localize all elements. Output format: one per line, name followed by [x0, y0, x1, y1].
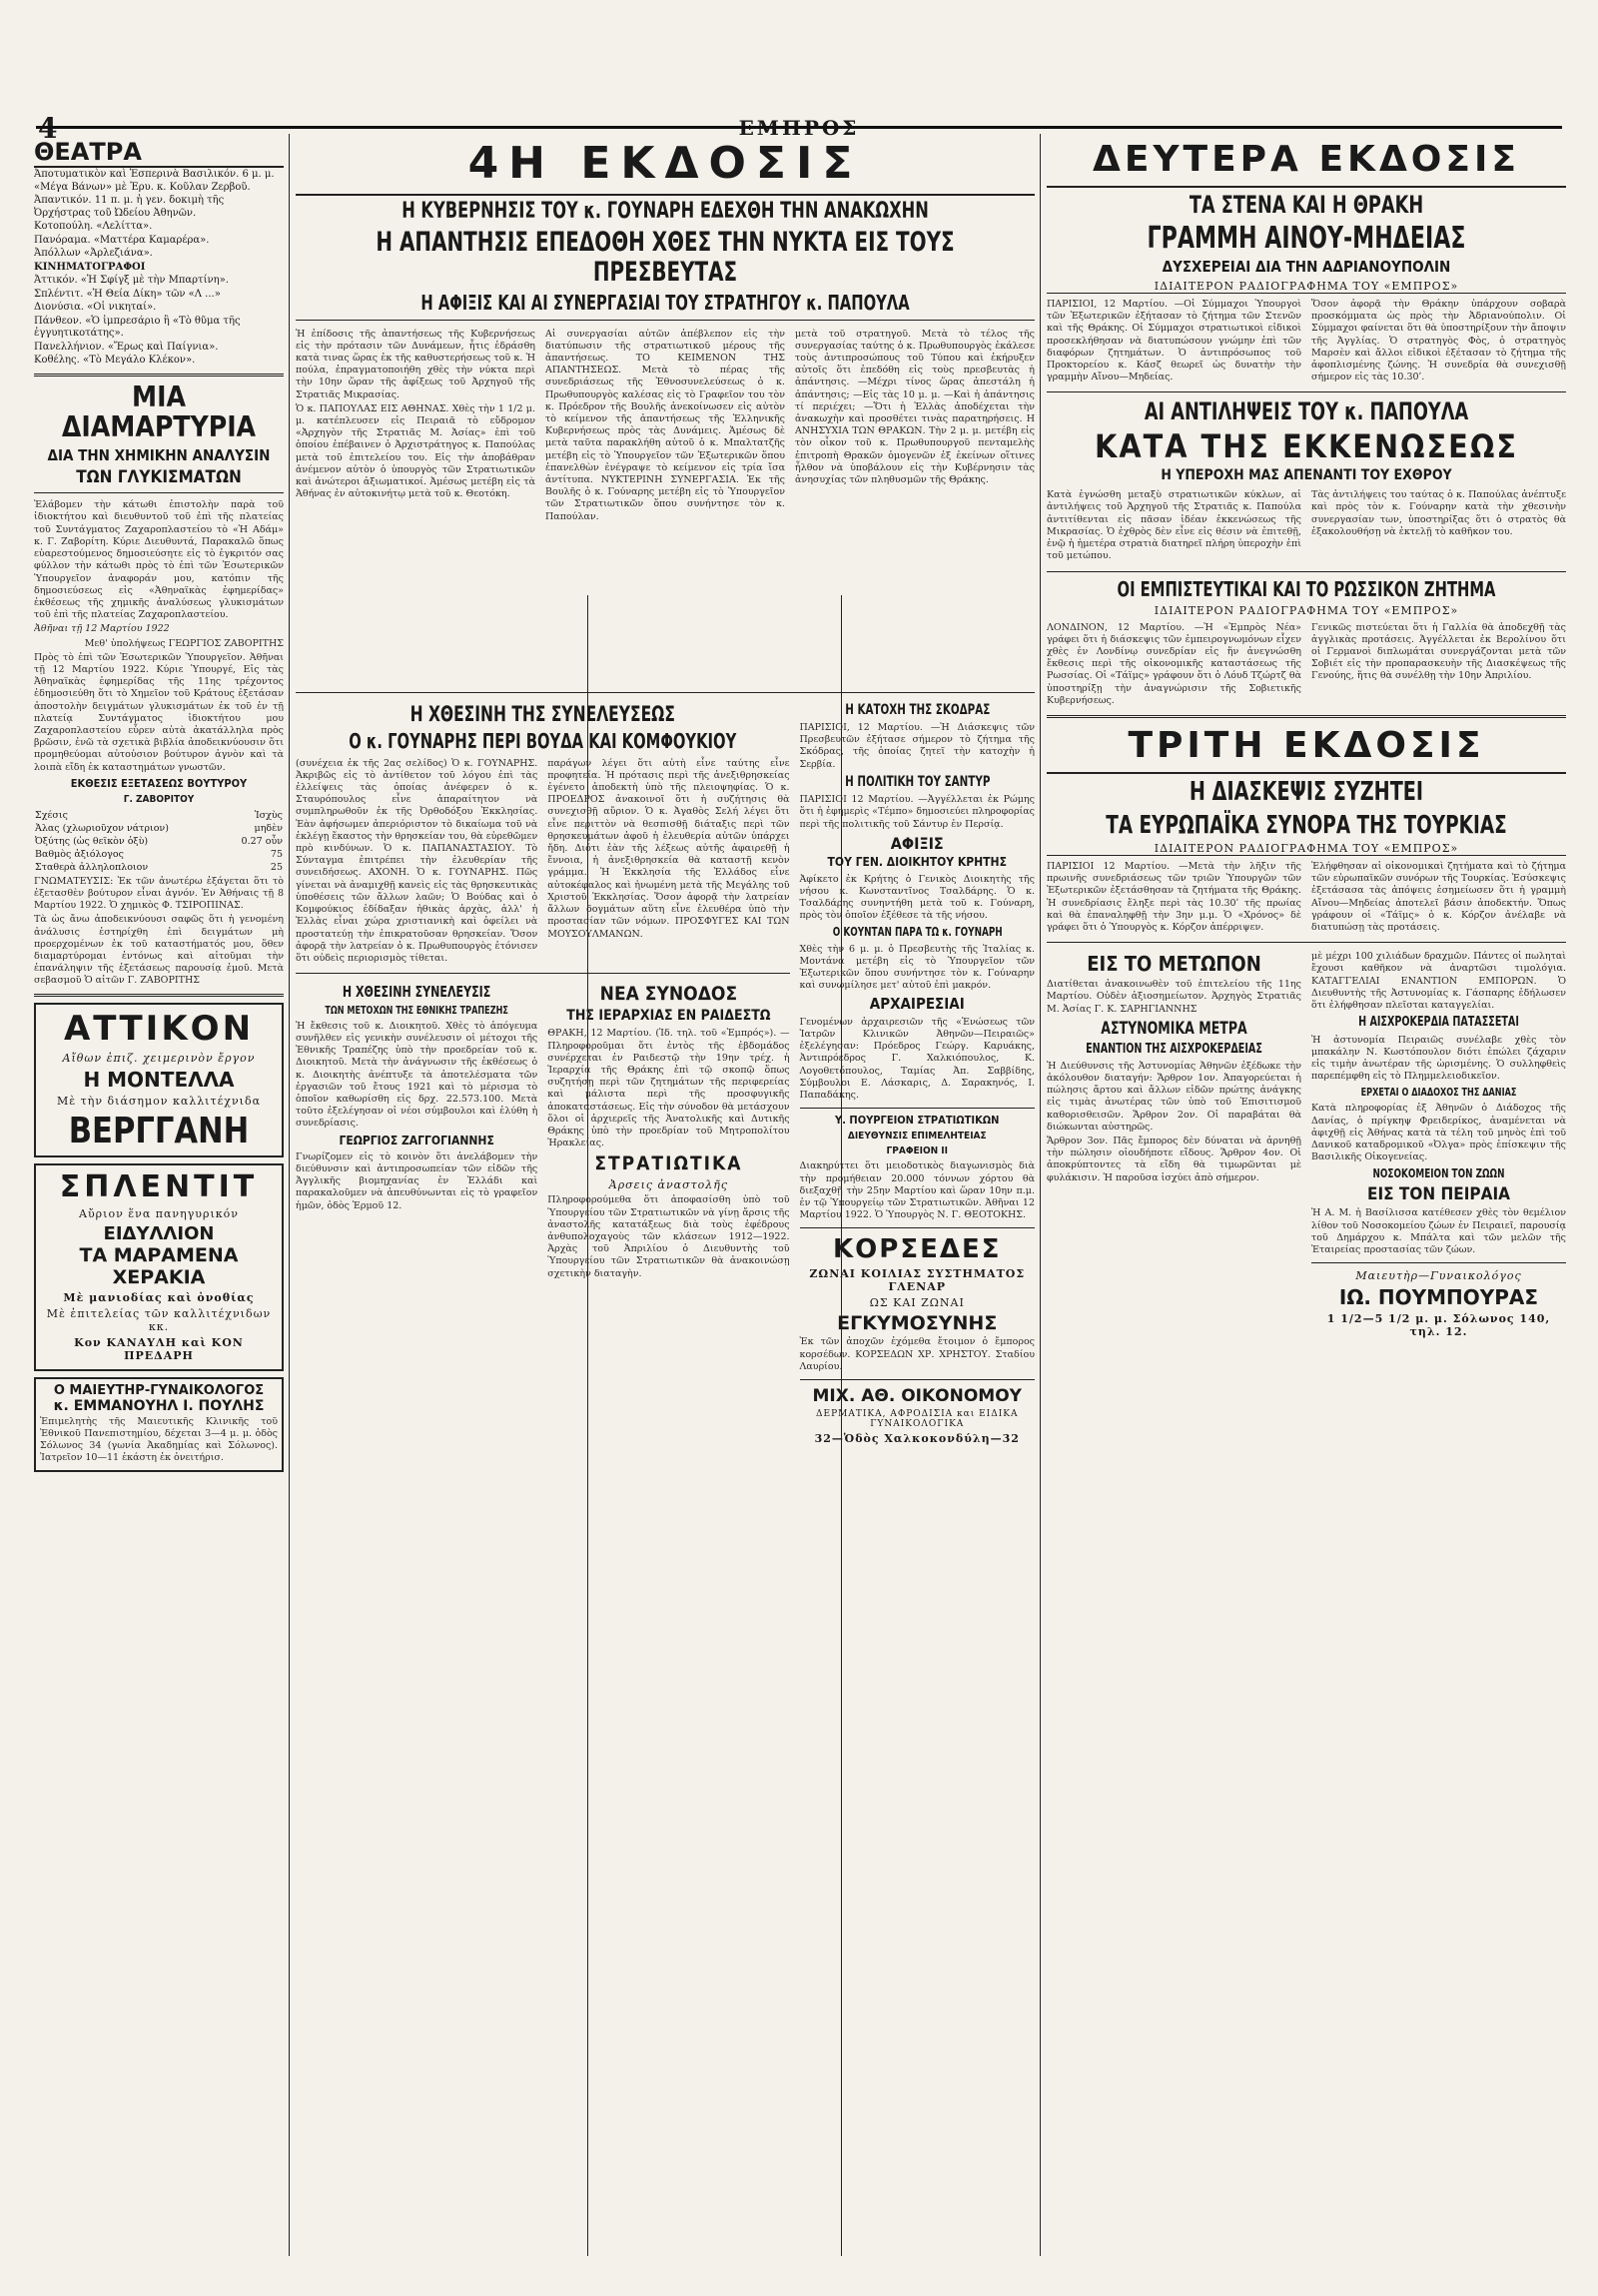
ad-line: ΩΣ ΚΑΙ ΖΩΝΑΙ — [869, 1296, 965, 1310]
article-column — [547, 756, 789, 967]
article-subheadline: ΤΟΥ ΓΕΝ. ΔΙΟΙΚΗΤΟΥ ΚΡΗΤΗΣ — [827, 855, 1007, 870]
attikon-ad — [34, 1003, 284, 1157]
ad-line: Μὲ μανιοδίας καὶ ὀνοθίας — [63, 1290, 255, 1304]
article-body: Διατίθεται ἀνακοινωθὲν τοῦ ἐπιτελείου τῆς 11ης Μαρτίου. Οὐδὲν ἀξιοσημείωτον. Ἀρχηγὸς Στρατιᾶς Μ. Ἀσίας Γ. Κ. ΣΑΡΗΓΙΑΝΝΗΣ — [1047, 979, 1301, 1015]
divider — [34, 994, 284, 997]
protest-headline: ΜΙΑ ΔΙΑΜΑΡΤΥΡΙΑ — [61, 380, 257, 444]
divider — [296, 320, 1035, 321]
article-body: μὲ μέχρι 100 χιλιάδων δραχμῶν. Πάντες οἱ πωληταὶ ἔχουσι καθῆκον νὰ ἀναρτῶσι τιμολόγια. ΚΑΤΑΓΓΕΛΙΑΙ ΕΝΑΝΤΙΟΝ ΕΜΠΟΡΩΝ. Ὁ Διευθυντὴς τῆς Ἀστυνομίας κ. Γάσπαρης ἐδήλωσεν ὅτι ἐλήφθησαν πλεῖσται καταγγελίαι. — [1311, 951, 1566, 1012]
theatre-line: Πανελλήνιον. «Ἔρως καὶ Παίγνια». — [34, 341, 219, 353]
divider — [1047, 942, 1566, 943]
article-column — [1311, 620, 1566, 709]
synod-article — [547, 980, 789, 1282]
table-cell: Ἀλας (χλωριοῦχον νάτριον) — [35, 822, 169, 834]
article-columns — [1047, 859, 1566, 936]
article-headline: ΑΣΤΥΝΟΜΙΚΑ ΜΕΤΡΑ — [1101, 1018, 1247, 1039]
article-body: Ἐλάβομεν τὴν κάτωθι ἐπιστολὴν παρὰ τοῦ ἰδιοκτήτου καὶ διευθυντοῦ τοῦ ἐπὶ τῆς πλατείας τοῦ Συντάγματος Ζαχαροπλαστείου τὸ «Ἡ Αδάμ» κ. Γ. Ζαβορίτη. Κύριε Διευθυντά, Παρακαλῶ ὅπως εὐαρεστούμενος δημοσιεύσητε εἰς τὸ ἐγκριτόν σας φύλλον τὴν κάτωθι πρὸς τὸ ἐπὶ τῶν Ἐσωτερικῶν Ὑπουργεῖον ἀναφοράν μου, κατόπιν τῆς δημοσιεύσεως εἰς «Ἀθηναϊκὰς ἐφημερίδας» ἐκθέσεως τῆς χημικῆς ἀναλύσεως γλυκισμάτων τοῦ ἐπὶ τῆς πλατείας Ζαχαροπλαστείου. — [34, 499, 284, 621]
protest-subheadline: ΔΙΑ ΤΗΝ ΧΗΜΙΚΗΝ ΑΝΑΛΥΣΙΝ — [47, 446, 271, 465]
edition-banner: ΤΡΙΤΗ ΕΚΔΟΣΙΣ — [1047, 724, 1566, 774]
film-title: ΕΙΔΥΛΛΙΟΝ — [103, 1222, 215, 1244]
article-headline: Η ΑΙΣΧΡΟΚΕΡΔΙΑ ΠΑΤΑΣΣΕΤΑΙ — [1358, 1015, 1519, 1031]
article-body: Τὰ ὡς ἄνω ἀποδεικνύουσι σαφῶς ὅτι ἡ γενομένη ἀνάλυσις ἐστηρίχθη ἐπὶ δειγμάτων μὴ προερχομένων ἐκ τοῦ καταστήματός μου, ὅθεν διαμαρτύρομαι ἐντόνως καὶ αἰτοῦμαι τὴν ἐπανάληψιν τῆς ἐξετάσεως παρουσίᾳ ἐμοῦ. Μετὰ σεβασμοῦ Ὁ αἰτῶν Γ. ΖΑΒΟΡΙΤΗΣ — [34, 914, 284, 987]
main-headline: Η ΚΥΒΕΡΝΗΣΙΣ ΤΟΥ κ. ΓΟΥΝΑΡΗ ΕΔΕΧΘΗ ΤΗΝ ΑΝΑΚΩΧΗΝ — [401, 199, 929, 224]
article-columns — [1047, 297, 1566, 385]
article-headline: ΤΑ ΣΤΕΝΑ ΚΑΙ Η ΘΡΑΚΗ — [1189, 191, 1424, 219]
header-rule — [36, 126, 1562, 129]
article-body: Πληροφορούμεθα ὅτι ἀποφασίσθη ὑπὸ τοῦ Ὑπουργείου τῶν Στρατιωτικῶν νὰ γίνῃ ἄρσις τῆς ἀναστολῆς κατατάξεως διὰ τοὺς ἐφέδρους ἀνθυπολοχαγοὺς τῶν κλάσεων 1912—1922. Ἀρχὰς τοῦ Ἀπριλίου ὁ Διευθυντὴς τοῦ Ὑπουργείου τῶν Στρατιωτικῶν θὰ ἀνακοινώσῃ σχετικὴν διαταγὴν. — [547, 1194, 790, 1279]
vouda-article — [296, 699, 790, 1448]
column-divider — [289, 134, 290, 2256]
doctor-ad — [34, 1377, 284, 1473]
article-headline: ΑΡΧΑΙΡΕΣΙΑΙ — [869, 995, 965, 1014]
theatre-line: ΚΙΝΗΜΑΤΟΓΡΑΦΟΙ — [34, 261, 146, 273]
divider — [800, 1379, 1035, 1380]
doctor-name: ΙΩ. ΠΟΥΜΠΟΥΡΑΣ — [1338, 1285, 1539, 1310]
article-headline: Η ΧΘΕΣΙΝΗ ΣΥΝΕΛΕΥΣΙΣ — [342, 983, 491, 1002]
article-body: Τὰς ἀντιλήψεις του ταύτας ὁ κ. Παπούλας ἀνέπτυξε καὶ πρὸς τὸν κ. Γούναρην κατὰ τὴν χθεσινὴν συνεργασίαν των, ὑποστηρίξας ὅτι ὁ στρατὸς θὰ ἐξακολουθήσῃ νὰ ἐκτελῇ τὸ καθῆκον του. — [1311, 489, 1566, 537]
star-name: ΒΕΡΓΓΑΝΗ — [68, 1110, 250, 1151]
theatre-listings — [34, 169, 284, 368]
article-column — [1047, 949, 1301, 1341]
theatre-line: Κοτοπούλη. «Λελίττα». — [34, 221, 153, 232]
cinema-name: ΣΠΛΕΝΤΙΤ — [59, 1168, 259, 1204]
article-headline: ΚΑΤΑ ΤΗΣ ΕΚΚΕΝΩΣΕΩΣ — [1095, 426, 1518, 465]
notice-body: Διακηρύττει ὅτι μειοδοτικὸς διαγωνισμὸς διὰ τὴν προμήθειαν 20.000 τόννων χόρτου θὰ διεξαχθῇ τὴν 25ην Μαρτίου καὶ ὥραν 10ην π.μ. ἐν τῷ Ὑπουργείῳ τῶν Στρατιωτικῶν. Ἀθῆναι 12 Μαρτίου 1922. Ὁ Ὑπουργὸς Ν. Γ. ΘΕΟΤΟΚΗΣ. — [799, 1160, 1035, 1221]
article-column — [1311, 859, 1566, 936]
theatre-line: Κοθέλης. «Τὸ Μεγάλο Κλέκον». — [34, 355, 196, 366]
article-column — [1047, 297, 1301, 385]
article-headline: ΣΤΡΑΤΙΩΤΙΚΑ — [594, 1152, 743, 1175]
article-body: ΠΑΡΙΣΙΟΙ 12 Μαρτίου. —Ἀγγέλλεται ἐκ Ρώμης ὅτι ἡ ἐφημερὶς «Τέμπο» δημοσιεύει πληροφορίας περὶ τῆς πολιτικῆς τοῦ Σάντυρ ἐν Περσίᾳ. — [799, 794, 1035, 830]
article-headline: ΑΦΙΞΙΣ — [890, 833, 944, 853]
article-headline: ΕΙΣ ΤΟ ΜΕΤΩΠΟΝ — [1087, 952, 1261, 977]
article-body: Γενικῶς πιστεύεται ὅτι ἡ Γαλλία θὰ ἀποδεχθῇ τὰς ἀγγλικὰς προτάσεις. Ἀγγέλλεται ἐκ Βερολίνου ὅτι οἱ Γερμανοὶ διπλωμάται συνεργάζονται μετὰ τῶν Σοβιέτ εἰς τὴν προπαρασκευὴν τῆς Διασκέψεως τῆς Γενούης, ἥτις θὰ συνέλθῃ τὴν 10ην Ἀπριλίου. — [1311, 621, 1566, 682]
article-body: Ὅσον ἀφορᾷ τὴν Θράκην ὑπάρχουν σοβαρὰ προσκόμματα ὡς πρὸς τὴν Ἀδριανούπολιν. Οἱ Σύμμαχοι φαίνεται ὅτι θὰ ὑποστηρίξουν τὴν ἄποψιν τῆς Ἀγγλίας. Ὁ στρατηγὸς Φὸς, ὁ στρατηγὸς Μαρσὲν καὶ ἄλλοι εἰδικοὶ ἐξέτασαν τὸ ζήτημα τῆς ἀφοπλισμένης ζώνης. Ἡ συνεδρία θὰ συνεχισθῇ σήμερον εἰς τὰς 10.30ʹ. — [1311, 298, 1566, 383]
article-headline: Η ΧΘΕΣΙΝΗ ΤΗΣ ΣΥΝΕΛΕΥΣΕΩΣ — [409, 701, 675, 726]
table-cell: Βαθμὸς ἀξιόλογος — [35, 848, 124, 860]
ad-line: Μαιευτὴρ—Γυναικολόγος — [1355, 1269, 1522, 1283]
article-body: ΠΑΡΙΣΙΟΙ, 12 Μαρτίου. —Ἡ Διάσκεψις τῶν Πρεσβευτῶν ἐξήτασε σήμερον τὸ ζήτημα τῆς Σκόδρας, τῆς ὁποίας ζητεῖ τὴν κατοχὴν ἡ Σερβία. — [799, 721, 1035, 770]
table-cell: Σταθερὰ ἀλληλοπλοιον — [35, 861, 149, 873]
edition-banner: ΔΕΥΤΕΡΑ ΕΚΔΟΣΙΣ — [1047, 138, 1566, 188]
analysis-table — [34, 809, 284, 874]
article-column — [1311, 297, 1566, 385]
article-headline: Η ΚΑΤΟΧΗ ΤΗΣ ΣΚΟΔΡΑΣ — [844, 701, 990, 718]
article-body: Ἡ ἀστυνομία Πειραιῶς συνέλαβε χθὲς τὸν μπακάλην Ν. Κωστόπουλον διότι ἐπώλει ζάχαριν εἰς τιμὴν ἀνωτέραν τῆς ὡρισμένης. Ὁ συλληφθεὶς παρεπέμφθη εἰς τὸ Πλημμελειοδικεῖον. — [1311, 1034, 1566, 1083]
article-body: ΛΟΝΔΙΝΟΝ, 12 Μαρτίου. —Ἡ «Ἐμπρὸς Νέα» γράφει ὅτι ἡ διάσκεψις τῶν ἐμπειρογνωμόνων εἶχεν χθὲς ἐν Λονδίνῳ συνεδρίαν εἰς ἥν ἀνεγνώσθη ἔκθεσις περὶ τῆς οἰκονομικῆς καταστάσεως τῆς Ρωσσίας. Οἱ «Τάϊμς» γράφουν ὅτι ὁ Λόυδ Τζώρτζ θὰ ὑποστηρίξῃ τὴν ἀναγνώρισιν τῆς Σοβιετικῆς Κυβερνήσεως. — [1047, 621, 1301, 706]
divider — [1047, 571, 1566, 572]
ad-line: Μὲ τὴν διάσημον καλλιτέχνιδα — [57, 1094, 261, 1108]
article-headline: Η ΠΟΛΙΤΙΚΗ ΤΟΥ ΣΑΝΤΥΡ — [844, 773, 990, 790]
article-column — [1311, 949, 1566, 1341]
article-body: Ἄρθρον 3ον. Πᾶς ἔμπορος δὲν δύναται νὰ ἀρνηθῇ τὴν πώλησιν οἱουδήποτε εἴδους. Ἄρθρον 4ον. Οἱ ἀποκρύπτοντες τὰ εἴδη θὰ τιμωρῶνται μὲ φυλάκισιν. Ἡ παροῦσα ἰσχύει ἀπὸ σήμερον. — [1047, 1136, 1301, 1183]
article-headline: ΑΙ ΑΝΤΙΛΗΨΕΙΣ ΤΟΥ κ. ΠΑΠΟΥΛΑ — [1144, 397, 1469, 426]
ad-line: ΔΕΡΜΑΤΙΚΑ, ΑΦΡΟΔΙΣΙΑ και ΕΙΔΙΚΑ ΓΥΝΑΙΚΟΛΟΓΙΚΑ — [816, 1409, 1019, 1429]
article-body: Κατὰ ἐγνώσθη μεταξὺ στρατιωτικῶν κύκλων, αἱ ἀντιλήψεις τοῦ Ἀρχηγοῦ τῆς Στρατιᾶς κ. Παπούλα ἀντιτίθενται εἰς πᾶσαν ἰδέαν ἐκκενώσεως τῆς Μικρασίας. Ὁ ἐχθρὸς δὲν εἶνε εἰς θέσιν νὰ ἐπιτεθῇ, ἐνῷ ἡ ἡμετέρα στρατιὰ διατηρεῖ πλήρη ὑπεροχὴν ἐπὶ τοῦ μετώπου. — [1047, 489, 1301, 562]
article-body: Ἀφίκετο ἐκ Κρήτης ὁ Γενικὸς Διοικητὴς τῆς νήσου κ. Κωνσταντῖνος Τσαλδάρης. Ὁ κ. Τσαλδάρης συνηντήθη μετὰ τοῦ κ. Γούναρη, πρὸς τὸν ὁποῖον ἐξέθεσε τὰ τῆς νήσου. — [799, 873, 1035, 922]
article-headline: ΝΕΑ ΣΥΝΟΔΟΣ — [599, 983, 738, 1006]
article-columns — [296, 756, 790, 967]
byline: ΙΔΙΑΙΤΕΡΟΝ ΡΑΔΙΟΓΡΑΦΗΜΑ ΤΟΥ «ΕΜΠΡΟΣ» — [1154, 603, 1459, 617]
table-row — [34, 848, 284, 861]
article-body: Ἡ ἐπίδοσις τῆς ἀπαντήσεως τῆς Κυβερνήσεως εἰς τὴν πρότασιν τῶν Δυνάμεων, ἧτις ἐδράσθη κατὰ τινας ὥρας ἐκ τῆς καθυστερήσεως τοῦ κ. Ἡ πούλα, ἐπραγματοποιήθη χθὲς τὴν νύκτα περὶ τὴν 10ην ὥραν τῆς ἀφίξεως τοῦ Ἀρχηγοῦ τῆς Στρατιᾶς Μικρασίας. — [296, 328, 535, 400]
article-body: Ἐλήφθησαν αἱ οἰκονομικαὶ ζητήματα καὶ τὸ ζήτημα τῶν εὐρωπαϊκῶν συνόρων τῆς Τουρκίας. Ἐσύσκεψις ἐξετάσασα τὰς ἀπόψεις ἐσημείωσεν ὅτι ἡ γραμμὴ Αἴνου—Μηδείας ἀποτελεῖ βάσιν ἀποδεκτήν. Ὅπως γράφουν οἱ «Τάϊμς» ὁ κ. Κόρζον ἀνέλαβε νὰ διατυπώσῃ τὰς προτάσεις. — [1311, 861, 1566, 934]
article-subheadline: ΤΩΝ ΜΕΤΟΧΩΝ ΤΗΣ ΕΘΝΙΚΗΣ ΤΡΑΠΕΖΗΣ — [325, 1003, 508, 1017]
table-cell: 0.27 οὖν — [241, 835, 283, 847]
ad-line: Μὲ ἐπιτελείας τῶν καλλιτέχνιδων κκ. — [46, 1306, 272, 1333]
corsets-ad-title: ΚΟΡΣΕΔΕΣ — [833, 1234, 1002, 1265]
article-column — [296, 327, 535, 686]
bank-article — [296, 980, 537, 1282]
article-body: μετὰ τοῦ στρατηγοῦ. Μετὰ τὸ τέλος τῆς συνεργασίας ταύτης ὁ κ. Πρωθυπουργὸς ἐκάλεσε τοὺς ἀντιπροσώπους τοῦ Τύπου καὶ ἐκήρυξεν αὐτοῖς ὅτι ἐπεδόθη εἰς τοὺς πρεσβευτὰς ἡ ἀπάντησις. —Μέχρι τίνος ὥρας ἀπεστάλη ἡ ἀπάντησις; —Εἰς τὰς 10 μ. μ. —Καὶ ἡ ἀπάντησις τί περιέχει; —Ὅτι ἡ Ἑλλὰς ἀποδέχεται τὴν ἀνακωχὴν καὶ προσθέτει τινὰς παρατηρήσεις. Η ΑΝΗΣΥΧΙΑ ΤΩΝ ΘΡΑΚΩΝ. Τὴν 2 μ. μ. μετέβη εἰς τὸν οἶκον τοῦ κ. Πρωθυπουργοῦ πενταμελὴς ἐπιτροπὴ Θρακῶν ὁμογενῶν ἐξ ἐκείνων οἵτινες ἦλθον νὰ ὑποβάλουν εἰς τὴν Κυβέρνησιν τὰς ἀνησυχίας τῶν πληθυσμῶν τῆς Θράκης. — [795, 328, 1035, 485]
table-cell: Ἰσχὺς — [254, 809, 283, 821]
article-body: Πρὸς τὸ ἐπὶ τῶν Ἐσωτερικῶν Ὑπουργεῖον. Ἀθῆναι τῇ 12 Μαρτίου 1922. Κύριε Ὑπουργέ, Εἰς τὰς Ἀθηναϊκὰς ἐφημερίδας τῆς 11ης τρέχοντος ἐδημοσιεύθη ὅτι τὸ Χημεῖον τοῦ Κράτους ἐξετάσαν ἀποστολὴν δειγμάτων γλυκισμάτων ἐκ τοῦ ἐν τῇ πλατείᾳ Συντάγματος ἰδιοκτήτου μου Ζαχαροπλαστείου εὗρεν αὐτὰ ἀκατάλληλα πρὸς βρῶσιν, ἐνῶ τὰ σχετικὰ βιβλία ἀποδεικνύουσιν ὅτι προμηθεύομαι αὐτοὐσιον βούτυρον ἀγνὸν καὶ τὰ λοιπὰ εἴδη ἐκ καταστημάτων γνωστῶν. — [34, 651, 284, 773]
left-column — [34, 138, 284, 2256]
article-body: ΠΑΡΙΣΙΟΙ 12 Μαρτίου. —Μετὰ τὴν λῆξιν τῆς πρωινῆς συνεδριάσεως τῶν τριῶν Ὑπουργῶν τῶν Ἐξωτερικῶν ἐξετάσθησαν τὰ ζητήματα τῆς Θράκης. Ἡ συνεδρίασις ἔληξε περὶ τὰς 10.30ʹ τῆς πρωίας καὶ θὰ ἐπαναληφθῇ τὴν 3ην μ.μ. Ὁ «Χρόνος» δὲ γράφει ὅτι ὁ Ὑπουργὸς κ. Κόρζον ἀπέρριψεν. — [1047, 861, 1301, 934]
column-divider — [1040, 134, 1041, 2256]
divider — [296, 973, 790, 974]
article-headline: ΝΟΣΟΚΟΜΕΙΟΝ ΤΟΝ ΖΩΩΝ — [1372, 1166, 1505, 1181]
article-body: Ἡ ἔκθεσις τοῦ κ. Διοικητοῦ. Χθὲς τὸ ἀπόγευμα συνῆλθεν εἰς γενικὴν συνέλευσιν οἱ μέτοχοι τῆς Ἐθνικῆς Τραπέζης ὑπὸ τὴν προεδρείαν τοῦ κ. Διοικητοῦ. Μετὰ τὴν ἀνάγνωσιν τῆς ἐκθέσεως ὁ κ. Διοικητὴς ἀνέπτυξε τὰ ἀποτελέσματα τῶν ἐργασιῶν τοῦ ἔτους 1921 καὶ τὸ μέρισμα τὸ ὁποῖον καθωρίσθη εἰς δρχ. 22.573.100. Μετὰ τοῦτο ἐξελέγησαν οἱ νέοι σύμβουλοι καὶ ἐλύθη ἡ συνεδρίασις. — [296, 1020, 538, 1130]
lower-center — [296, 699, 1035, 1448]
notice-subheading: ΓΡΑΦΕΙΟΝ II — [886, 1146, 948, 1157]
lead-article — [296, 327, 1035, 686]
article-body: (συνέχεια ἐκ τῆς 2ας σελίδος) Ὁ κ. ΓΟΥΝΑΡΗΣ. Ἀκριβῶς εἰς τὸ ἀντίθετον τοῦ λόγου ἐπὶ τὰς ἐλλείψεις τὰς ὁποίας ἀνέφερεν ὁ κ. Σταυρόπουλος εἶνε ἀπαραίτητον νὰ συμπληρωθοῦν ἐκ τῆς Ὀρθοδόξου Ἐκκλησίας. Ἐὰν ἀφήσωμεν ἀπεριόριστον τὸ δικαίωμα τοῦ νὰ ἐκλέγῃ ἕκαστος τὴν θρησκείαν του, θὰ εὑρεθῶμεν πρὸ κινδύνων. Ὁ κ. ΠΑΠΑΝΑΣΤΑΣΙΟΥ. Τὸ Σύνταγμα ἐπιτρέπει τὴν ἐλευθερίαν τῆς συνειδήσεως. ΑΧΟΝΗ. Ὁ κ. ΓΟΥΝΑΡΗΣ. Πῶς γίνεται νὰ ἀναμιχθῇ κανεὶς εἰς τὰς θρησκευτικὰς ὑποθέσεις τῶν ἄλλων λαῶν; Ὁ Βούδας καὶ ὁ Κομφούκιος ἐδίδαξαν ἠθικὰς ἀρχὰς, ἀλλ' ἡ Ἑλλὰς εἶναι χώρα χριστιανικὴ καὶ ὀφείλει νὰ προστατεύῃ τὴν ἐπικρατοῦσαν θρησκείαν. Ὅσον ἀφορᾷ τὴν λατρείαν ὁ κ. Πρωθυπουργὸς ἐτόνισεν ὅτι οὐδεὶς περιορισμὸς τίθεται. — [296, 757, 538, 964]
byline: ΙΔΙΑΙΤΕΡΟΝ ΡΑΔΙΟΓΡΑΦΗΜΑ ΤΟΥ «ΕΜΠΡΟΣ» — [1047, 280, 1566, 294]
ad-line: Αὔριον ἕνα πανηγυρικόν — [79, 1206, 239, 1220]
article-subheadline: ΔΥΣΧΕΡΕΙΑΙ ΔΙΑ ΤΗΝ ΑΔΡΙΑΝΟΥΠΟΛΙΝ — [1162, 258, 1451, 277]
article-body: παράγων λέγει ὅτι αὐτὴ εἶνε ταύτης εἶνε προφητεία. Ἡ πρότασις περὶ τῆς ἀνεξιθρησκείας ἐγένετο ἀποδεκτὴ ὑπὸ τῆς πλειοψηφίας. Ὁ κ. ΠΡΟΕΔΡΟΣ ἀνακοινοῖ ὅτι ἡ συζήτησις θὰ συνεχισθῇ αὔριον. Ὁ κ. Ἀγαθὸς Σελή λέγει ὅτι εἶνε περιττὸν νὰ θεσπισθῇ διάταξις περὶ τῶν θρησκευμάτων ἀφοῦ ἡ ἐλευθερία αὐτῶν ὑπάρχει ἤδη. Διότι ἐὰν τῆς λέξεως αὐτῆς ἀφαιρεθῇ ἡ ἔννοια, ἡ ἀνεξιθρησκεία θὰ καταστῇ κενὸν γράμμα. Ἡ Ἐκκλησία τῆς Ἑλλάδος εἶνε αὐτοκέφαλος καὶ ἡνωμένη μετὰ τῆς Μεγάλης τοῦ Χριστοῦ Ἐκκλησίας. Ὅσον ἀφορᾷ τὴν λατρείαν ἄλλων δογμάτων αὕτη εἶνε ἐλευθέρα ὑπὸ τὴν προστασίαν τῶν νόμων. ΠΡΟΣΦΥΓΕΣ ΚΑΙ ΤΩΝ ΜΟΥΣΟΥΛΜΑΝΩΝ. — [547, 757, 790, 940]
divider — [1047, 391, 1566, 392]
article-body: ΠΑΡΙΣΙΟΙ, 12 Μαρτίου. —Οἱ Σύμμαχοι Ὑπουργοὶ τῶν Ἐξωτερικῶν ἐξήτασαν τὸ ζήτημα τῶν Στενῶν καὶ τῆς Θράκης. Οἱ Σύμμαχοι στρατιωτικοὶ εἰδικοὶ προσεκλήθησαν νὰ διατυπώσουν γνώμην ἐπὶ τῶν διαφόρων ζητημάτων. Ὁ ἀντιπρόσωπος τοῦ Προκτορείου κ. Κάσζ θεωρεῖ ὡς δυνατὴν τὴν γραμμὴν Αἴνου—Μηδείας. — [1047, 298, 1301, 383]
ad-line: Κον ΚΑΝΑΥΛΗ καὶ ΚΟΝ ΠΡΕΔΑΡΗ — [74, 1335, 244, 1362]
article-column — [296, 756, 537, 967]
article-body: Ἡ Διεύθυνσις τῆς Ἀστυνομίας Ἀθηνῶν ἐξέδωκε τὴν ἀκόλουθον διαταγήν: Ἄρθρον 1ον. Ἀπαγορεύεται ἡ πώλησις ἄρτου καὶ ἄλλων εἰδῶν πρώτης ἀνάγκης εἰς τιμὰς ἀνωτέρας τῶν ὑπὸ τοῦ Ἐπισιτισμοῦ καθορισθεισῶν. Ἄρθρον 2ον. Οἱ παραβάται θὰ διώκωνται αὐστηρῶς. — [1047, 1060, 1301, 1133]
article-column — [545, 327, 785, 686]
ad-text: Ἐκ τῶν ἀποχῶν ἐχόμεθα ἔτοιμον ὁ ἔμπορος κορσέδων. ΚΟΡΣΕΔΩΝ ΧΡ. ΧΡΗΣΤΟΥ. Σταδίου Λαυρίου. — [799, 1336, 1035, 1372]
article-body: Χθὲς τὴν 6 μ. μ. ὁ Πρεσβευτὴς τῆς Ἰταλίας κ. Μοντάνα μετέβη εἰς τὸ Ὑπουργεῖον τῶν Ἐξωτερικῶν ὅπου συνήντησε τὸν κ. Γούναρην καὶ συνωμίλησε μετ' αὐτοῦ ἐπὶ μακρόν. — [799, 943, 1035, 992]
theatre-line: Σπλέντιτ. «Ἡ Θεία Δίκη» τῶν «Λ ...» — [34, 288, 221, 300]
page-number: 4 — [38, 112, 58, 145]
article-body: Αἱ συνεργασίαι αὐτῶν ἀπέβλεπον εἰς τὴν διατύπωσιν τῆς στρατιωτικοῦ μέρους τῆς ἀπαντήσεως. ΤΟ ΚΕΙΜΕΝΟΝ ΤΗΣ ΑΠΑΝΤΗΣΕΩΣ. Μετὰ τὸ πέρας τῆς συνεδριάσεως τῆς Ἐθνοσυνελεύσεως ὁ κ. Πρωθυπουργὸς καλέσας εἰς τὸ Γραφεῖον του τὸν κ. Πρόεδρον τῆς Βουλῆς ἀνεκοίνωσεν εἰς αὐτὸν τὸ κείμενον τῆς ἀπαντήσεως τῆς Ἑλληνικῆς Κυβερνήσεως πρὸς τὰς Δυνάμεις. Ἀμέσως δὲ μετὰ ταῦτα παρακλήθη αὐτοῦ ὁ κ. Μπαλτατζῆς μετέβη εἰς τὸ Ὑπουργεῖον τῶν Ἐξωτερικῶν ὅπου ἐπανελθὼν ἐνέγραψε τὸ κείμενον εἰς τρία ἴσα ἀντίτυπα. ΝΥΚΤΕΡΙΝΗ ΣΥΝΕΡΓΑΣΙΑ. Ἐκ τῆς Βουλῆς ὁ κ. Γούναρης μετέβη εἰς τὸ Ὑπουργεῖον τῶν Στρατιωτικῶν ὅπου συνήντησε τὸν κ. Παπούλαν. — [545, 328, 785, 522]
doctor-title: Ο ΜΑΙΕΥΤΗΡ-ΓΥΝΑΙΚΟΛΟΓΟΣ — [53, 1382, 265, 1398]
doctor-name: ΜΙΧ. ΑΘ. ΟΙΚΟΝΟΜΟΥ — [812, 1386, 1022, 1406]
ad-text: Ἐπιμελητὴς τῆς Μαιευτικῆς Κλινικῆς τοῦ Ἐθνικοῦ Πανεπιστημίου, δέχεται 3—4 μ. μ. ὁδὸς Σόλωνος 34 (γωνία Ἀκαδημίας καὶ Σόλωνος). Ἰατρεῖον 10—11 ἑκάστη ἐκ ὀνειτήρισ. — [40, 1415, 278, 1464]
table-cell: Σχέσις — [35, 809, 68, 821]
article-subheadline: Η ΥΠΕΡΟΧΗ ΜΑΣ ΑΠΕΝΑΝΤΙ ΤΟΥ ΕΧΘΡΟΥ — [1161, 466, 1452, 483]
main-headline: Η ΑΠΑΝΤΗΣΙΣ ΕΠΕΔΟΘΗ ΧΘΕΣ ΤΗΝ ΝΥΚΤΑ ΕΙΣ ΤΟΥΣ ΠΡΕΣΒΕΥΤΑΣ — [376, 227, 955, 288]
table-cell: 75 — [270, 848, 283, 860]
protest-subheadline: ΤΩΝ ΓΛΥΚΙΣΜΑΤΩΝ — [76, 466, 242, 487]
divider — [1047, 715, 1566, 718]
theatre-line: Ἀποτυματικὸν καὶ Ἐσπερινὰ Βασιλικόν. 6 μ. μ. «Μέγα Βάνων» μὲ Ἐρυ. κ. Κοῦλαν Ζερβοῦ. — [34, 169, 275, 193]
notice-subheading: ΔΙΕΥΘΥΝΣΙΣ ΕΠΙΜΕΛΗΤΕΙΑΣ — [847, 1131, 987, 1143]
article-body: ΘΡΑΚΗ, 12 Μαρτίου. (Ἰδ. τηλ. τοῦ «Ἐμπρός»). —Πληροφοροῦμαι ὅτι ἐντὸς τῆς ἐβδομάδος συνέρχεται ἐν Ραιδεστῷ τὴν 19ην τρέχ. ἡ Ἱεραρχία τῆς Θράκης ἐπὶ τῷ σκοπῷ ὅπως συζητήσῃ περὶ τῶν ζητημάτων τῆς περιφερείας καὶ μάλιστα περὶ τῆς προσφυγικῆς ἀποκαταστάσεως. Εἰς τὴν σύνοδον θὰ μετάσχουν ὅλοι οἱ ἀρχιερεῖς τῆς Ἀνατολικῆς καὶ Δυτικῆς Θράκης ὑπὸ τὴν προεδρίαν τοῦ Μητροπολίτου Ἡρακλείας. — [547, 1028, 790, 1149]
article-subheadline: ΤΗΣ ΙΕΡΑΡΧΙΑΣ ΕΝ ΡΑΙΔΕΣΤΩ — [566, 1008, 771, 1024]
film-title: Η ΜΟΝΤΕΛΛΑ — [83, 1067, 235, 1092]
center-right-subcolumn — [800, 699, 1035, 1448]
article-column — [1047, 620, 1301, 709]
article-headline: Η ΔΙΑΣΚΕΨΙΣ ΣΥΖΗΤΕΙ — [1189, 776, 1424, 807]
article-body: Γνωρίζομεν εἰς τὸ κοινὸν ὅτι ἀνελάβομεν τὴν διεύθυνσιν καὶ ἀντιπροσωπείαν τῶν εἰδῶν τῆς Ἀγγλικῆς βιομηχανίας ἐν Ἑλλάδι καὶ παρακαλοῦμεν νὰ ἀπευθύνωνται εἰς τὸ γραφεῖον ἡμῶν, ὁδὸς Ἑρμοῦ 12. — [296, 1150, 538, 1211]
article-headline: ΟΙ ΕΜΠΙΣΤΕΥΤΙΚΑΙ ΚΑΙ ΤΟ ΡΩΣΣΙΚΟΝ ΖΗΤΗΜΑ — [1117, 576, 1496, 601]
right-column — [1047, 138, 1566, 2256]
theatre-line: Πάνθεον. «Ὁ ἰμπρεσάριο ἢ «Τὸ θῦμα τῆς ἐγγυητικοτάτης». — [34, 315, 241, 339]
article-headline: ΕΡΧΕΤΑΙ Ο ΔΙΑΔΟΧΟΣ ΤΗΣ ΔΑΝΙΑΣ — [1360, 1086, 1517, 1100]
notice-heading: Υ. ΠΟΥΡΓΕΙΟΝ ΣΤΡΑΤΙΩΤΙΚΩΝ — [835, 1114, 1000, 1128]
ad-line: 32—Ὁδὸς Χαλκοκονδύλη—32 — [814, 1432, 1020, 1445]
article-subheadline: Ἀρσεις ἀναστολῆς — [608, 1178, 729, 1192]
theatre-line: Ἀπόλλων «Ἀρλεζιάνα». — [34, 248, 153, 259]
article-body: ΓΝΩΜΑΤΕΥΣΙΣ: Ἐκ τῶν ἀνωτέρω ἐξάγεται ὅτι τὸ ἐξετασθὲν βούτυρον εἶναι ἀγνόν. Ἐν Ἀθήναις τῇ 8 Μαρτίου 1922. Ὁ χημικὸς Φ. ΤΣΙΡΟΠΙΝΑΣ. — [34, 875, 284, 912]
theatre-heading: ΘΕΑΤΡΑ — [34, 138, 284, 168]
table-cell: 25 — [270, 861, 283, 873]
bottom-articles — [1047, 949, 1566, 1341]
article-body: Κατὰ πληροφορίας ἐξ Ἀθηνῶν ὁ Διάδοχος τῆς Δανίας, ὁ πρίγκηψ Φρειδερίκος, ἀναμένεται νὰ ἀφιχθῇ εἰς Ἀθήνας κατὰ τὰ τέλη τοῦ μηνὸς ἐπὶ τοῦ Δανικοῦ καταδρομικοῦ «Ὀλγα» πρὸς ἐπίσκεψιν τῆς Βασιλικῆς Οἰκογενείας. — [1311, 1103, 1566, 1163]
divider — [800, 1227, 1035, 1228]
ad-line: ΖΩΝΑΙ ΚΟΙΛΙΑΣ ΣΥΣΤΗΜΑΤΟΣ ΓΛΕΝΑΡ — [809, 1267, 1026, 1294]
ad-line: Αἴθων ἐπιζ. χειμερινὸν ἔργον — [62, 1051, 256, 1065]
theatre-line: Ἀττικόν. «Ἡ Σφίγξ μὲ τὴν Μπαρτίνη». — [34, 275, 229, 286]
article-headline: Ο ΚΟΥΝΤΑΝ ΠΑΡΑ ΤΩ κ. ΓΟΥΝΑΡΗ — [832, 925, 1003, 940]
report-heading: ΕΚΘΕΣΙΣ ΕΞΕΤΑΣΕΩΣ ΒΟΥΤΥΡΟΥ — [70, 776, 248, 790]
article-signature: Μεθ' ὑπολήψεως ΓΕΩΡΓΙΟΣ ΖΑΒΟΡΙΤΗΣ — [84, 637, 284, 649]
cinema-name: ΑΤΤΙΚΟΝ — [63, 1008, 255, 1049]
table-row — [34, 809, 284, 822]
article-column — [1047, 487, 1301, 564]
article-columns — [1047, 620, 1566, 709]
table-row — [34, 861, 284, 874]
film-title: ΤΑ ΜΑΡΑΜΕΝΑ ΧΕΡΑΚΙΑ — [79, 1243, 239, 1288]
article-body: Ἡ Α. Μ. ἡ Βασίλισσα κατέθεσεν χθὲς τὸν θεμέλιον λίθον τοῦ Νοσοκομείου ζώων ἐν Πειραιεῖ, παρουσίᾳ τοῦ Δημάρχου κ. Μπάλτα καὶ τῶν μελῶν τῆς Ἑταιρείας προστασίας τῶν ζώων. — [1311, 1207, 1566, 1255]
edition-banner: 4Η ΕΚΔΟΣΙΣ — [296, 138, 1035, 196]
article-columns — [1047, 487, 1566, 564]
article-headline: ΕΙΣ ΤΟΝ ΠΕΙΡΑΙΑ — [1367, 1183, 1510, 1204]
newspaper-masthead: ΕΜΠΡΟΣ — [738, 116, 860, 140]
table-cell: Ὀξύτης (ὡς θεϊκὸν ὀξὺ) — [35, 835, 149, 847]
notice-heading: ΓΕΩΡΓΙΟΣ ΖΑΓΓΟΓΙΑΝΝΗΣ — [339, 1133, 494, 1148]
doctor-name: κ. ΕΜΜΑΝΟΥΗΛ Ι. ΠΟΥΛΗΣ — [53, 1397, 265, 1414]
theatre-line: Πανόραμα. «Ματτέρα Καμαρέρα». — [34, 234, 210, 246]
article-column — [1311, 487, 1566, 564]
divider — [34, 492, 284, 493]
article-headline: ΤΑ ΕΥΡΩΠΑΪΚΑ ΣΥΝΟΡΑ ΤΗΣ ΤΟΥΡΚΙΑΣ — [1106, 809, 1507, 839]
divider — [34, 374, 284, 377]
theatre-line: Ἀπαντικόν. 11 π. μ. ἡ γεν. δοκιμὴ τῆς Ὀρχήστρας τοῦ Ὠδείου Ἀθηνῶν. — [34, 195, 225, 219]
article-dateline: Ἀθῆναι τῇ 12 Μαρτίου 1922 — [34, 623, 170, 635]
article-body: Γενομένων ἀρχαιρεσιῶν τῆς «Ἑνώσεως τῶν Ἰατρῶν Κλινικῶν Ἀθηνῶν—Πειραιῶς» ἐξελέγησαν: Πρόεδρος Γεώργ. Καρυάκης, Ἀντιπρόεδρος Γ. Χαλκιόπουλος, Κ. Λογοθετόπουλος, Ταμίας Ἀπ. Σαββίδης, Σύμβουλοι Ε. Λάσκαρις, Δ. Σαρακηνός, Ι. Παπαδάκης. — [799, 1016, 1035, 1102]
article-subheadline: ΕΝΑΝΤΙΟΝ ΤΗΣ ΑΙΣΧΡΟΚΕΡΔΕΙΑΣ — [1086, 1041, 1262, 1057]
splendid-ad — [34, 1163, 284, 1371]
main-subheadline: Η ΑΦΙΞΙΣ ΚΑΙ ΑΙ ΣΥΝΕΡΓΑΣΙΑΙ ΤΟΥ ΣΤΡΑΤΗΓΟΥ κ. ΠΑΠΟΥΛΑ — [420, 290, 910, 315]
bottom-articles — [296, 980, 790, 1282]
article-body: Ὁ κ. ΠΑΠΟΥΛΑΣ ΕΙΣ ΑΘΗΝΑΣ. Χθὲς τὴν 1 1/2 μ. μ. κατέπλευσεν εἰς Πειραιᾶ τὸ εὔδρομον «Ἀρχηγὸν τῆς Στρατιᾶς Μ. Ἀσίας» ἐπὶ τοῦ ὁποίου ἐπέβαινεν ὁ Ἀρχιστράτηγος κ. Παπούλας μετὰ τοῦ ἐπιτελείου του. Εἰς τὴν ἀποβάθραν ἀνέμενον αὐτὸν ὁ ὑπουργὸς τῶν Στρατιωτικῶν καὶ ἀνώτεροι ἀξιωματικοί. Ἀμέσως μετέβη εἰς τὰ Ἀθήνας ἐν αὐτοκινήτῳ μετὰ τοῦ κ. Θεοτόκη. — [296, 402, 535, 500]
report-subheading: Γ. ΖΑΒΟΡΙΤΟΥ — [123, 793, 195, 805]
table-row — [34, 822, 284, 835]
center-column — [296, 138, 1035, 2256]
article-headline: ΓΡΑΜΜΗ ΑΙΝΟΥ-ΜΗΔΕΙΑΣ — [1147, 221, 1466, 257]
article-column — [795, 327, 1035, 686]
article-column — [1047, 859, 1301, 936]
article-subheadline: Ο κ. ΓΟΥΝΑΡΗΣ ΠΕΡΙ ΒΟΥΔΑ ΚΑΙ ΚΟΜΦΟΥΚΙΟΥ — [349, 728, 737, 753]
ad-line: ΕΓΚΥΜΟΣΥΝΗΣ — [837, 1312, 998, 1335]
table-row — [34, 835, 284, 848]
divider — [1311, 1262, 1566, 1263]
divider — [296, 692, 1035, 693]
ad-line: 1 1/2—5 1/2 μ. μ. Σόλωνος 140, τηλ. 12. — [1326, 1312, 1551, 1339]
divider — [800, 1108, 1035, 1109]
table-cell: μηδὲν — [254, 822, 283, 834]
theatre-line: Διονύσια. «Οἱ νικηταί». — [34, 302, 157, 313]
byline: ΙΔΙΑΙΤΕΡΟΝ ΡΑΔΙΟΓΡΑΦΗΜΑ ΤΟΥ «ΕΜΠΡΟΣ» — [1047, 842, 1566, 856]
